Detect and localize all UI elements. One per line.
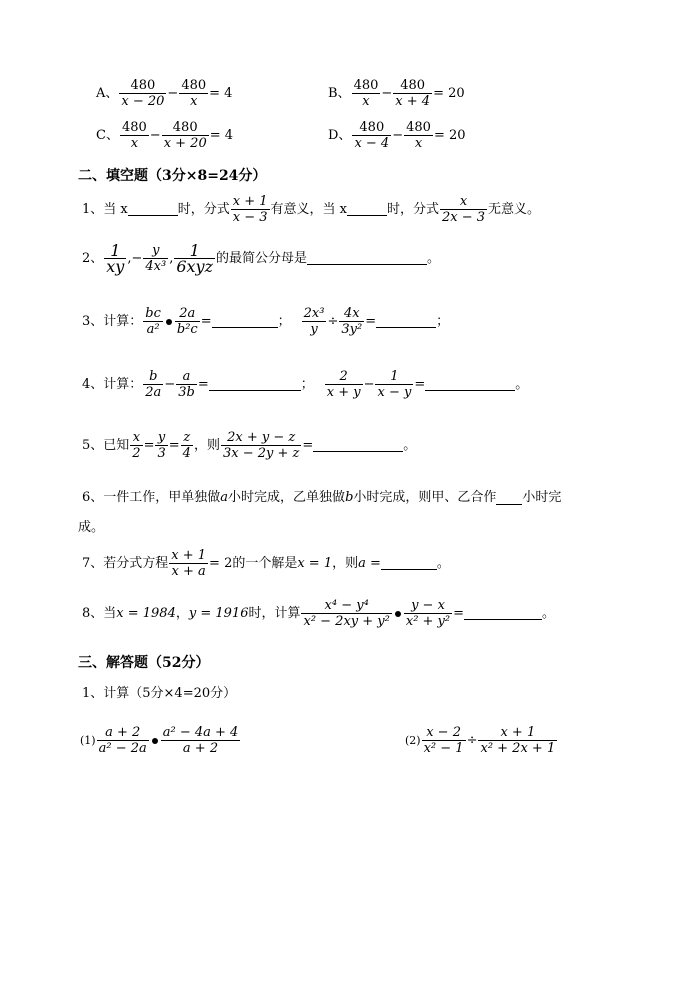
fraction: $\frac{480}{x + 4}$ <box>395 78 431 109</box>
option-label: C、 <box>96 127 119 143</box>
section-title: 三、解答题（52分） <box>78 655 210 671</box>
fraction: $\frac{bc}{\text{a²}}$ <box>145 306 161 337</box>
calc-title: 1、计算（5分×4=20分） <box>82 686 237 701</box>
fraction: $\frac{x - 2}{\text{x² − 1}}$ <box>423 725 464 756</box>
option-b: B、 $\frac{480}{x}$ − $\frac{480}{x + 4}$ = 20 <box>328 78 465 109</box>
fraction: $\frac{480}{x}$ <box>353 78 379 109</box>
question-4: 4、计算： $\frac{b}{2a}$ − $\frac{a}{3b}$ = ； $\frac{2}{x + y}$ − $\frac{1}{x - y}$ = 。 <box>82 369 529 400</box>
fraction: $\frac{z}{4}$ <box>182 430 191 461</box>
fraction: $\frac{x + 1}{x + a}$ <box>171 548 207 579</box>
fraction: $\frac{b}{2a}$ <box>145 369 162 400</box>
answer-blank[interactable] <box>425 378 515 391</box>
option-a: A、 $\frac{480}{x - 20}$ − $\frac{480}{x}$ = 4 <box>96 78 233 109</box>
question-6-line-1: 6、一件工作，甲单独做 a 小时完成，乙单独做 b 小时完成，则甲、乙合作 小时完 <box>82 490 562 505</box>
answer-blank[interactable] <box>209 378 301 391</box>
fraction: $\frac{480}{x - 20}$ <box>121 78 165 109</box>
fraction: $\frac{\text{x⁴ − y⁴}}{\text{x² − 2xy + y²}}$ <box>303 598 390 629</box>
answer-blank[interactable] <box>464 607 542 620</box>
problem-1 <box>80 725 241 756</box>
fraction: $\frac{4x}{\text{3y²}}$ <box>341 306 363 337</box>
answer-blank[interactable] <box>347 203 387 216</box>
fraction: $\frac{y}{3}$ <box>157 430 166 461</box>
fraction: $\frac{\text{a² − 4a + 4}}{a + 2}$ <box>162 725 239 756</box>
answer-blank[interactable] <box>307 252 427 265</box>
fraction: $\frac{1}{xy}$ <box>106 241 125 276</box>
question-8: 8、当 x = 1984 ， y = 1916 时，计算 $\frac{\text{x⁴ − y⁴}}{\text{x² − 2xy + y²}}$ $\frac{y - x}{\text{x² + y²}}$ = 。 <box>82 598 556 629</box>
option-c: C、 $\frac{480}{x}$ − $\frac{480}{x + 20}$ = 4 <box>96 120 234 151</box>
answer-blank[interactable] <box>313 439 403 452</box>
multiply-dot-icon <box>166 319 172 325</box>
fraction: $\frac{x + 1}{x - 3}$ <box>232 194 268 225</box>
fraction: $\frac{480}{x}$ <box>121 120 147 151</box>
option-label: D、 <box>328 127 352 143</box>
fraction: $\frac{1}{\text{6xyz}}$ <box>176 241 214 276</box>
question-6-line-2: 成。 <box>78 520 105 535</box>
option-label: A、 <box>96 85 119 101</box>
answer-blank[interactable] <box>128 203 178 216</box>
fraction: $\frac{x}{2}$ <box>132 430 141 461</box>
fraction: $\frac{1}{x - y}$ <box>377 369 412 400</box>
question-5: 5、已知 $\frac{x}{2}$ = $\frac{y}{3}$ = $\frac{z}{4}$ ，则 $\frac{2x + y - z}{3x - 2y + z}$ = 。 <box>82 430 417 461</box>
fraction: $\frac{2x + y - z}{3x - 2y + z}$ <box>222 430 300 461</box>
question-2: 2、 $\frac{1}{xy}$ ,− $\frac{y}{\text{4x³}}$ , $\frac{1}{\text{6xyz}}$ 的最简公分母是 。 <box>82 241 441 276</box>
answer-blank[interactable] <box>381 557 437 570</box>
fraction: $\frac{2}{x + y}$ <box>326 369 361 400</box>
question-7: 7、若分式方程 $\frac{x + 1}{x + a}$ = 2的一个解是 x = 1 ，则 a = 。 <box>82 548 450 579</box>
option-d: D、 $\frac{480}{x - 4}$ − $\frac{480}{x}$ = 20 <box>328 120 466 151</box>
fraction: $\frac{x}{2x - 3}$ <box>442 194 486 225</box>
fraction: $\frac{a + 2}{\text{a² − 2a}}$ <box>98 725 147 756</box>
question-3: 3、计算： $\frac{bc}{\text{a²}}$ $\frac{2a}{\text{b²c}}$ = ； $\frac{\text{2x³}}{y}$ ÷ $\frac{4x}{\text{3y²}}$ = ； <box>82 306 450 337</box>
answer-blank[interactable] <box>376 315 436 328</box>
fraction: $\frac{y}{\text{4x³}}$ <box>145 243 167 274</box>
option-label: B、 <box>328 85 351 101</box>
fraction: $\frac{x + 1}{\text{x² + 2x + 1}}$ <box>480 725 556 756</box>
section-title: 二、填空题（3分×8=24分） <box>78 168 267 184</box>
problem-label: (2) <box>405 733 421 747</box>
fraction: $\frac{\text{2x³}}{y}$ <box>303 306 325 337</box>
answer-blank[interactable] <box>496 492 522 505</box>
question-1: 1、当 x 时，分式 $\frac{x + 1}{x - 3}$ 有意义，当 x 时，分式 $\frac{x}{2x - 3}$ 无意义。 <box>82 194 541 225</box>
fraction: $\frac{a}{3b}$ <box>178 369 195 400</box>
multiply-dot-icon <box>152 738 158 744</box>
fraction: $\frac{480}{x}$ <box>406 120 431 151</box>
fraction: $\frac{480}{x + 20}$ <box>163 120 207 151</box>
fraction: $\frac{480}{x}$ <box>181 78 207 109</box>
fraction: $\frac{y - x}{\text{x² + y²}}$ <box>405 598 451 629</box>
problem-label: (1) <box>80 733 96 747</box>
problem-2: (2) $\frac{x - 2}{\text{x² − 1}}$ ÷ $\frac{x + 1}{\text{x² + 2x + 1}}$ <box>405 725 556 756</box>
fraction: $\frac{480}{x - 4}$ <box>354 120 390 151</box>
multiply-dot-icon <box>395 611 401 617</box>
fraction: $\frac{2a}{\text{b²c}}$ <box>176 306 198 337</box>
answer-blank[interactable] <box>212 315 278 328</box>
